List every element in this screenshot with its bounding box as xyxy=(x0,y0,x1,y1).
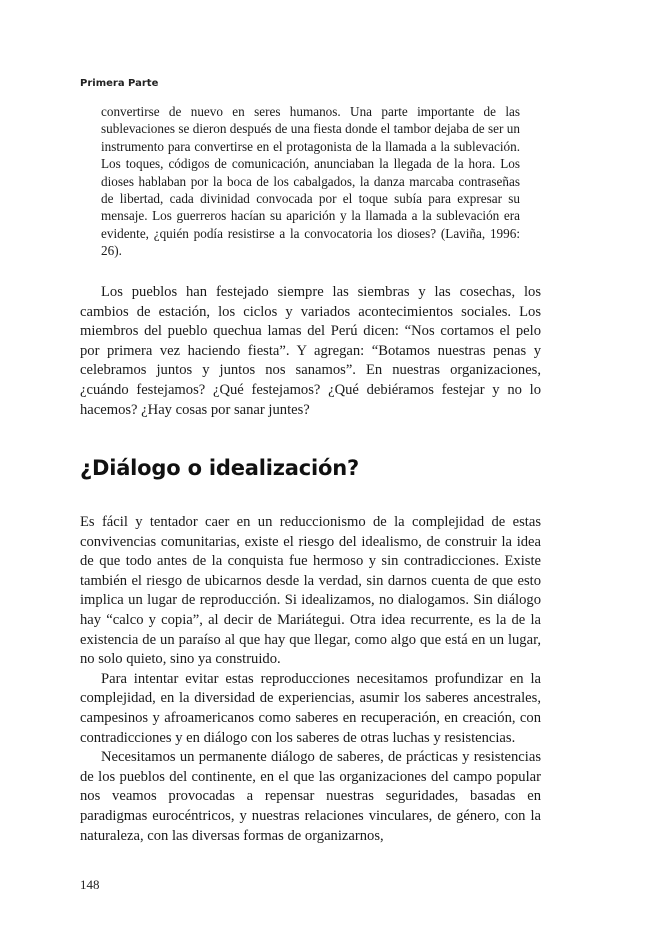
body-paragraph: Los pueblos han festejado siempre las siembras y las cosechas, los cambios de estación, los ciclos y variados acontecimientos sociales. Los miembros del pueblo quechua lamas del Perú dicen: “Nos cortamos el pelo por primera vez haciendo fiesta”. Y agregan: “Botamos nuestras penas y celebramos juntos y juntos nos sanamos”. En nuestras organizaciones, ¿cuándo festejamos? ¿Qué festejamos? ¿Qué debiéramos festejar y no lo hacemos? ¿Hay cosas por sanar juntes? xyxy=(80,284,541,418)
section-paragraph: Necesitamos un permanente diálogo de saberes, de prácticas y resistencias de los pueblos del continente, en el que las organizaciones del campo popular nos veamos provocadas a repensar nuestras seguridades, basadas en paradigmas eurocéntricos, y nuestras relaciones vinculares, de género, con la naturaleza, con las diversas formas de organizarnos, xyxy=(80,749,541,844)
section-paragraph: Es fácil y tentador caer en un reduccionismo de la complejidad de estas convivencias comunitarias, existe el riesgo del idealismo, de construir la idea de que todo antes de la conquista fue hermoso y sin contradicciones. Existe también el riesgo de ubicarnos desde la verdad, sin darnos cuenta de que esto implica un lugar de reproducción. Si idealizamos, no dialogamos. Sin diálogo hay “calco y copia”, al decir de Mariátegui. Otra idea recurrente, es la de la existencia de un paraíso al que hay que llegar, como algo que está en un lugar, no solo quieto, sino ya construido. xyxy=(80,514,541,668)
section-heading: ¿Diálogo o idealización? xyxy=(80,456,359,480)
block-quote: convertirse de nuevo en seres humanos. Una parte importante de las sublevaciones se dieron después de una fiesta donde el tambor dejaba de ser un instrumento para convertirse en el protagonista de la llamada a la sublevación. Los toques, códigos de comunicación, anunciaban la llegada de la hora. Los dioses hablaban por la boca de los cabalgados, la danza marcaba contraseñas de libertad, cada divinidad convocada por el toque subía para expresar su mensaje. Los guerreros hacían su aparición y la llamada a la sublevación era evidente, ¿quién podía resistirse a la convocatoria los dioses? (Laviña, 1996: 26). xyxy=(101,104,520,259)
page-number: 148 xyxy=(80,877,100,892)
section-body xyxy=(80,513,541,846)
section-paragraph: Para intentar evitar estas reproducciones necesitamos profundizar en la complejidad, en la diversidad de experiencias, asumir los saberes ancestrales, campesinos y afroamericanos como saberes en recuperación, en creación, con contradicciones y en diálogo con los saberes de otras luchas y resistencias. xyxy=(80,670,541,746)
running-head: Primera Parte xyxy=(80,78,159,89)
